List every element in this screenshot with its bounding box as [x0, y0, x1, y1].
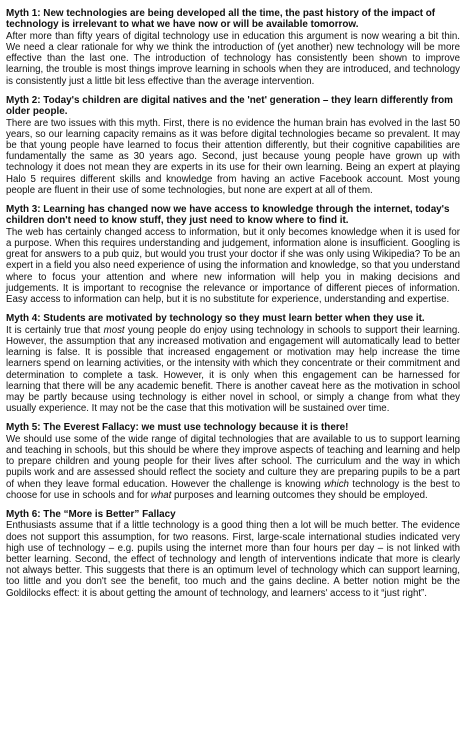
myth-4-heading: Myth 4: Students are motivated by technology so they must learn better when they use it.	[6, 313, 425, 325]
myth-5-heading: Myth 5: The Everest Fallacy: we must use technology because it is there!	[6, 422, 349, 434]
myth-6-heading: Myth 6: The “More is Better” Fallacy	[6, 508, 176, 520]
myth-6-text: Enthusiasts assume that if a little technology is a good thing then a lot will be much better. The evidence does not support this assumption, for two reasons. First, large-scale international studies indicated very high use of technology – e.g. pupils using the internet more than four hours per day – is not linked with better learning. Second, the effect of technology and length of interventions indicate that more is clearly not always better. This suggests that there is an optimum level of technology which can support learning, too little and you don't see the benefit, too much and the gains decline. A better notion might be the Goldilocks effect: it is about getting the amount of technology, and learners' access to it “just right”.	[6, 520, 460, 599]
myth-1-heading: Myth 1: New technologies are being developed all the time, the past history of the impact of technology is irrelevant to what we have now or will be available tomorrow.	[6, 8, 436, 31]
myth-3-section	[6, 204, 460, 305]
myth-3-heading: Myth 3: Learning has changed now we have access to knowledge through the internet, today's children don't need to know stuff, they just need to know where to find it.	[6, 204, 450, 227]
myth-3-text: The web has certainly changed access to information, but it only becomes knowledge when it is used for a purpose. When this requires understanding and judgement, information alone is insufficient. Googling is great for answers to a pub quiz, but would you trust your doctor if she was only using Wikipedia? To be an expert in a field you also need experience of using the information and knowledge, so that you understand where to focus your attention and where new information will help you in making decisions and judgements. It is important to recognise the relevance or importance of different pieces of information. Easy access to information can help, but it is no substitute for experience, understanding and expertise.	[6, 226, 460, 306]
myth-2-heading: Myth 2: Today's children are digital natives and the 'net' generation – they learn differently from older people.	[6, 94, 453, 118]
myth-5-text: We should use some of the wide range of digital technologies that are available to us to support learning and teaching in schools, but this should be where they improve aspects of teaching and learning and help to prepare children and young people for their lives after school. The curriculum and the way in which pupils work and are assessed should reflect the society and culture they are preparing pupils to be a part of when they leave formal education. However the challenge is knowing which technology is the best to choose for use in schools and for what purposes and learning outcomes they should be employed.	[6, 433, 460, 501]
myth-1-text: After more than fifty years of digital technology use in education this argument is now wearing a bit thin. We need a clear rationale for why we think the introduction of (yet another) new technology will be more effective than the last one. The introduction of technology has consistently been shown to improve learning, the trouble is most things improve learning in schools when they are introduced, and technology is consistently just a little bit less effective than the average intervention.	[6, 30, 460, 87]
myth-1-section	[6, 8, 460, 87]
myth-2-section	[6, 95, 460, 196]
myth-5-section	[6, 422, 460, 501]
myth-2-text: There are two issues with this myth. First, there is no evidence the human brain has evolved in the last 50 years, so our learning capacity remains as it was before digital technologies became so prevalent. It may be that young people have learned to focus their attention differently, but their cognitive capabilities are fundamentally the same as 30 years ago. Second, just because young people have grown up with technology it does not mean they are experts in its use for their own learning. Being an expert at playing Halo 5 requires different skills and knowledge from having an active Facebook account. Most young people are fluent in their use of some technologies, but none are expert at all of them.	[6, 117, 460, 196]
myth-4-section	[6, 313, 460, 414]
myth-6-section	[6, 509, 460, 599]
myth-4-text: It is certainly true that most young people do enjoy using technology in schools to support their learning. However, the assumption that any increased motivation and engagement will automatically lead to better learning is false. It is possible that increased engagement or motivation may help increase the time learners spend on learning activities, or the intensity with which they concentrate or their commitment and determination to complete a task. However, it is only when this engagement can be harnessed for learning that there will be any academic benefit. There is another caveat here as the motivation in school may be partly because using technology is either novel in school, or simply a change from what they usually experience. It may not be the case that this motivation will be sustained over time.	[6, 324, 460, 415]
